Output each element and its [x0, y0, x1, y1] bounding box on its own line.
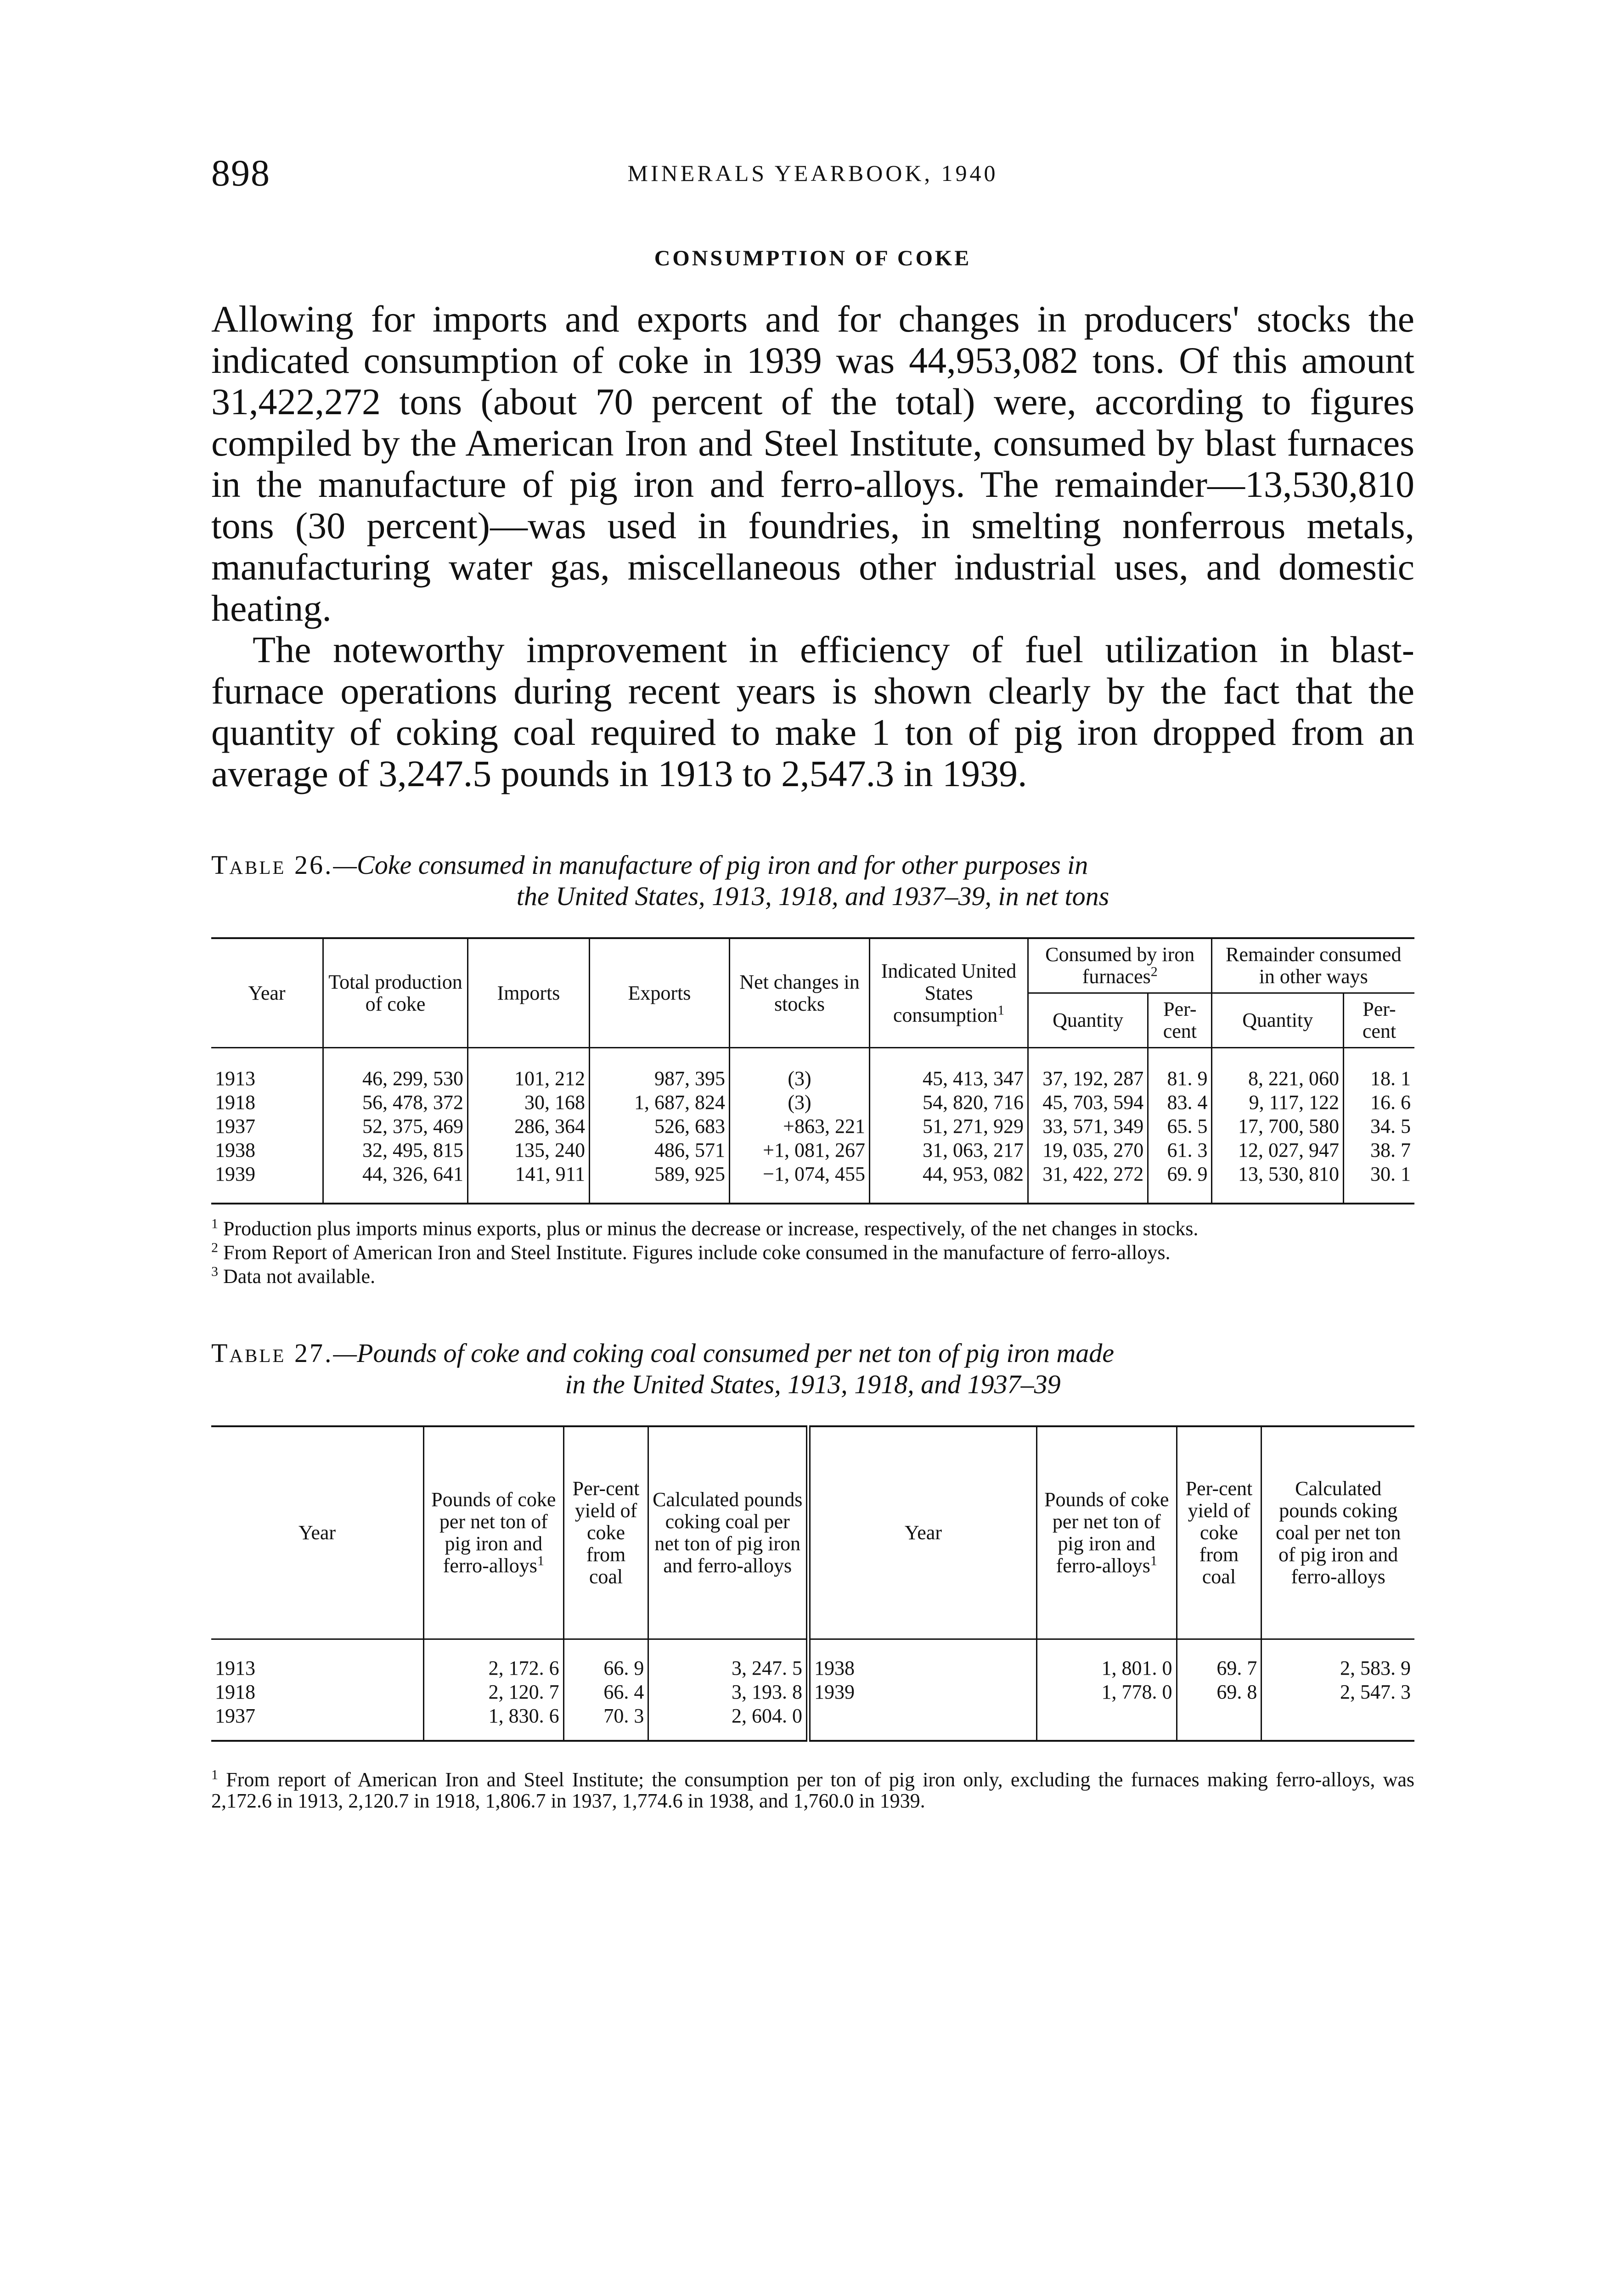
cell-imports: 286, 364 — [468, 1114, 590, 1138]
cell-furnace-pct: 69. 9 — [1148, 1162, 1212, 1204]
cell-yield: 66. 4 — [563, 1680, 648, 1704]
cell-net-changes: (3) — [730, 1091, 870, 1114]
col-header-total-production: Total production of coke — [323, 938, 468, 1048]
table-27-label: Table 27. — [211, 1338, 333, 1368]
table-27 — [211, 1425, 1414, 1742]
cell-indicated: 44, 953, 082 — [870, 1162, 1028, 1204]
cell-exports: 589, 925 — [590, 1162, 730, 1204]
cell-year: 1939 — [215, 1163, 255, 1185]
cell-other-pct: 34. 5 — [1343, 1114, 1414, 1138]
cell-year: 1937 — [215, 1705, 255, 1727]
table-row — [211, 1091, 1414, 1114]
table-26-label: Table 26. — [211, 850, 333, 880]
cell-year: 1913 — [215, 1657, 255, 1679]
col-header-pounds-coke-2: Pounds of coke per net ton of pig iron and ferro-alloys$^1$ — [1036, 1426, 1177, 1639]
col-header-furnace-quantity: Quantity — [1028, 993, 1148, 1048]
cell-coal: 2, 547. 3 — [1261, 1680, 1414, 1704]
table-row — [211, 1680, 1414, 1704]
cell-furnace-qty: 31, 422, 272 — [1028, 1162, 1148, 1204]
body-paragraph-2: The noteworthy improvement in efficiency of fuel utilization in blast-furnace operations during recent years is shown clearly by the fact that the quantity of coking coal required to make 1 ton of pig iron dropped from an average of 3,247.5 pounds in 1913 to 2,547.3 in 1939. — [211, 629, 1414, 794]
cell-yield-empty — [1177, 1704, 1261, 1741]
cell-exports: 987, 395 — [590, 1048, 730, 1091]
cell-coal: 3, 247. 5 — [648, 1639, 808, 1681]
cell-furnace-pct: 83. 4 — [1148, 1091, 1212, 1114]
cell-year: 1918 — [215, 1681, 255, 1703]
cell-other-qty: 12, 027, 947 — [1212, 1138, 1344, 1162]
col-header-imports: Imports — [468, 938, 590, 1048]
table-26-footnotes — [211, 1218, 1414, 1287]
cell-furnace-pct: 65. 5 — [1148, 1114, 1212, 1138]
col-header-indicated-consumption: Indicated United States consumption$^1$ — [870, 938, 1028, 1048]
cell-coal: 2, 604. 0 — [648, 1704, 808, 1741]
cell-imports: 30, 168 — [468, 1091, 590, 1114]
cell-year: 1939 — [808, 1680, 1036, 1704]
cell-coke: 1, 778. 0 — [1036, 1680, 1177, 1704]
cell-imports: 141, 911 — [468, 1162, 590, 1204]
table-row — [211, 1114, 1414, 1138]
table-26-caption — [211, 850, 1414, 912]
table-row — [211, 1138, 1414, 1162]
cell-net-changes: (3) — [730, 1048, 870, 1091]
section-heading: CONSUMPTION OF COKE — [654, 246, 972, 270]
cell-year: 1918 — [215, 1091, 255, 1114]
col-header-yield: Per-cent yield of coke from coal — [563, 1426, 648, 1639]
cell-other-pct: 16. 6 — [1343, 1091, 1414, 1114]
cell-net-changes: +863, 221 — [730, 1114, 870, 1138]
table-26 — [211, 937, 1414, 1204]
cell-indicated: 54, 820, 716 — [870, 1091, 1028, 1114]
cell-other-qty: 9, 117, 122 — [1212, 1091, 1344, 1114]
col-header-year: Year — [211, 938, 323, 1048]
col-header-calculated-coal-2: Calculated pounds coking coal per net ton of pig iron and ferro-alloys — [1261, 1426, 1414, 1639]
cell-year: 1938 — [808, 1639, 1036, 1681]
page-number: 898 — [211, 152, 270, 194]
cell-coke: 2, 172. 6 — [424, 1639, 564, 1681]
table-row — [211, 1704, 1414, 1741]
cell-indicated: 45, 413, 347 — [870, 1048, 1028, 1091]
col-header-year: Year — [211, 1426, 424, 1639]
running-head — [211, 152, 1414, 202]
col-header-calculated-coal: Calculated pounds coking coal per net ton of pig iron and ferro-alloys — [648, 1426, 808, 1639]
cell-furnace-pct: 81. 9 — [1148, 1048, 1212, 1091]
col-header-furnace-percent: Per-cent — [1148, 993, 1212, 1048]
cell-coke-empty — [1036, 1704, 1177, 1741]
cell-exports: 526, 683 — [590, 1114, 730, 1138]
cell-year: 1913 — [215, 1067, 255, 1090]
col-header-other-percent: Per-cent — [1343, 993, 1414, 1048]
footnote: $^2$ From Report of American Iron and Steel Institute. Figures include coke consumed in the manufacture of ferro-alloys. — [211, 1240, 1171, 1264]
col-header-iron-furnaces: Consumed by iron furnaces$^2$ — [1028, 938, 1212, 993]
cell-furnace-pct: 61. 3 — [1148, 1138, 1212, 1162]
table-row — [211, 1162, 1414, 1204]
cell-coal: 2, 583. 9 — [1261, 1639, 1414, 1681]
table-27-caption-line2: in the United States, 1913, 1918, and 1937–39 — [565, 1369, 1061, 1399]
table-26-caption-line2: the United States, 1913, 1918, and 1937–39, in net tons — [516, 881, 1109, 911]
col-header-yield-2: Per-cent yield of coke from coal — [1177, 1426, 1261, 1639]
body-paragraph-1: Allowing for imports and exports and for changes in producers' stocks the indicated consumption of coke in 1939 was 44,953,082 tons. Of this amount 31,422,272 tons (about 70 percent of the total) were, according to figures compiled by the American Iron and Steel Institute, consumed by blast furnaces in the manufacture of pig iron and ferro-alloys. The remainder—13,530,810 tons (30 percent)—was used in foundries, in smelting nonferrous metals, manufacturing water gas, miscellaneous other industrial uses, and domestic heating. — [211, 298, 1414, 629]
cell-furnace-qty: 37, 192, 287 — [1028, 1048, 1148, 1091]
cell-production: 56, 478, 372 — [323, 1091, 468, 1114]
cell-year: 1937 — [215, 1115, 255, 1137]
cell-net-changes: +1, 081, 267 — [730, 1138, 870, 1162]
table-27-caption-line1: —Pounds of coke and coking coal consumed per net ton of pig iron made — [333, 1338, 1114, 1368]
col-header-other-ways: Remainder consumed in other ways — [1212, 938, 1414, 993]
cell-coke: 1, 830. 6 — [424, 1704, 564, 1741]
cell-coke: 2, 120. 7 — [424, 1680, 564, 1704]
cell-production: 32, 495, 815 — [323, 1138, 468, 1162]
cell-yield: 69. 7 — [1177, 1639, 1261, 1681]
col-header-pounds-coke: Pounds of coke per net ton of pig iron and ferro-alloys$^1$ — [424, 1426, 564, 1639]
cell-coke: 1, 801. 0 — [1036, 1639, 1177, 1681]
cell-coal: 3, 193. 8 — [648, 1680, 808, 1704]
cell-exports: 486, 571 — [590, 1138, 730, 1162]
table-27-footnote: $^1$ From report of American Iron and Steel Institute; the consumption per ton of pig iron only, excluding the furnaces making ferro-alloys, was 2,172.6 in 1913, 2,120.7 in 1918, 1,806.7 in 1937, 1,774.6 in 1938, and 1,760.0 in 1939. — [211, 1767, 1414, 1812]
cell-furnace-qty: 19, 035, 270 — [1028, 1138, 1148, 1162]
col-header-net-changes: Net changes in stocks — [730, 938, 870, 1048]
footnote: $^3$ Data not available. — [211, 1264, 376, 1288]
cell-net-changes: −1, 074, 455 — [730, 1162, 870, 1204]
table-row — [211, 1048, 1414, 1091]
cell-indicated: 31, 063, 217 — [870, 1138, 1028, 1162]
table-27-caption — [211, 1338, 1414, 1400]
cell-year-empty — [808, 1704, 1036, 1741]
cell-other-pct: 38. 7 — [1343, 1138, 1414, 1162]
cell-yield: 66. 9 — [563, 1639, 648, 1681]
cell-other-qty: 8, 221, 060 — [1212, 1048, 1344, 1091]
table-row — [211, 1639, 1414, 1681]
cell-production: 52, 375, 469 — [323, 1114, 468, 1138]
cell-indicated: 51, 271, 929 — [870, 1114, 1028, 1138]
cell-other-qty: 17, 700, 580 — [1212, 1114, 1344, 1138]
col-header-other-quantity: Quantity — [1212, 993, 1344, 1048]
cell-other-pct: 30. 1 — [1343, 1162, 1414, 1204]
cell-imports: 101, 212 — [468, 1048, 590, 1091]
footnote: $^1$ Production plus imports minus exports, plus or minus the decrease or increase, respectively, of the net changes in stocks. — [211, 1216, 1199, 1240]
cell-furnace-qty: 45, 703, 594 — [1028, 1091, 1148, 1114]
cell-other-qty: 13, 530, 810 — [1212, 1162, 1344, 1204]
cell-year: 1938 — [215, 1139, 255, 1161]
cell-production: 46, 299, 530 — [323, 1048, 468, 1091]
col-header-year-2: Year — [808, 1426, 1036, 1639]
cell-furnace-qty: 33, 571, 349 — [1028, 1114, 1148, 1138]
cell-production: 44, 326, 641 — [323, 1162, 468, 1204]
running-title: MINERALS YEARBOOK, 1940 — [627, 160, 998, 186]
table-26-caption-line1: —Coke consumed in manufacture of pig iron and for other purposes in — [333, 850, 1088, 880]
cell-coal-empty — [1261, 1704, 1414, 1741]
cell-exports: 1, 687, 824 — [590, 1091, 730, 1114]
cell-imports: 135, 240 — [468, 1138, 590, 1162]
cell-other-pct: 18. 1 — [1343, 1048, 1414, 1091]
col-header-exports: Exports — [590, 938, 730, 1048]
cell-yield: 70. 3 — [563, 1704, 648, 1741]
cell-yield: 69. 8 — [1177, 1680, 1261, 1704]
page — [211, 152, 1414, 1812]
